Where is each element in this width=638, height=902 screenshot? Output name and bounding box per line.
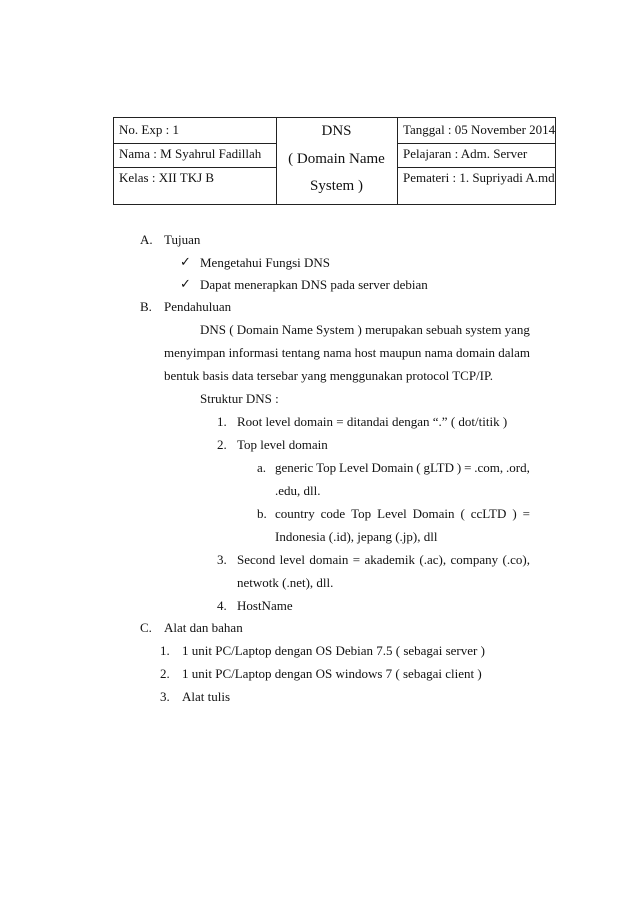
word: tentang xyxy=(281,345,320,360)
word: maupun xyxy=(379,345,422,360)
section-marker: A. xyxy=(140,232,153,247)
list-number: 3. xyxy=(160,689,170,704)
word: (.co), xyxy=(502,552,530,567)
title-line: ( Domain Name xyxy=(288,151,385,167)
nama-cell: Nama : M Syahrul Fadillah xyxy=(119,146,262,161)
no-exp-cell: No. Exp : 1 xyxy=(119,122,179,137)
sub-list-line xyxy=(275,506,530,522)
word: gLTD xyxy=(423,460,455,475)
paragraph-line: bentuk basis data tersebar yang menggunakan protocol TCP/IP. xyxy=(164,368,494,383)
sub-list-line: Indonesia (.id), jepang (.jp), dll xyxy=(275,529,438,544)
word: ( xyxy=(229,322,234,337)
list-item: Alat tulis xyxy=(182,689,231,704)
word: = xyxy=(464,460,472,475)
sub-list-letter: a. xyxy=(257,460,267,475)
word: sebuah xyxy=(426,322,463,337)
sub-list-line: .edu, dll. xyxy=(275,483,321,498)
section-title: Alat dan bahan xyxy=(164,620,243,635)
check-icon: ✓ xyxy=(180,277,191,292)
word: ( xyxy=(416,460,421,475)
word: Name xyxy=(281,322,313,337)
word: Top xyxy=(351,506,372,521)
word: Domain xyxy=(412,506,455,521)
check-icon: ✓ xyxy=(180,255,191,270)
table-divider xyxy=(397,167,555,168)
word: Domain xyxy=(236,322,279,337)
word: .ord, xyxy=(506,460,530,475)
list-item: HostName xyxy=(237,598,293,613)
word: code xyxy=(320,506,346,521)
word: Level xyxy=(377,506,407,521)
struktur-label: Struktur DNS : xyxy=(200,391,279,406)
word: System xyxy=(316,322,355,337)
list-number: 4. xyxy=(217,598,227,613)
word: menyimpan xyxy=(164,345,226,360)
word: = xyxy=(352,552,361,567)
table-divider xyxy=(397,118,398,204)
list-number: 3. xyxy=(217,552,227,567)
sub-list-line xyxy=(275,460,530,476)
table-divider xyxy=(114,143,276,144)
list-item: 1 unit PC/Laptop dengan OS Debian 7.5 ( sebagai server ) xyxy=(182,643,485,658)
word: domain xyxy=(456,345,495,360)
title-line: DNS xyxy=(321,123,352,139)
word: host xyxy=(354,345,377,360)
list-line xyxy=(237,552,530,568)
word: level xyxy=(279,552,305,567)
word: ) xyxy=(456,460,462,475)
list-number: 1. xyxy=(160,643,170,658)
word: .com, xyxy=(474,460,504,475)
word: ) xyxy=(512,506,517,521)
title-line: System ) xyxy=(310,178,363,194)
word: ) xyxy=(357,322,362,337)
word: nama xyxy=(323,345,352,360)
word: Level xyxy=(339,460,369,475)
paragraph-line xyxy=(200,322,530,338)
list-number: 2. xyxy=(217,437,227,452)
word: generic xyxy=(275,460,314,475)
word: yang xyxy=(504,322,530,337)
word: Top xyxy=(316,460,337,475)
section-marker: C. xyxy=(140,620,152,635)
word: nama xyxy=(424,345,453,360)
word: ( xyxy=(460,506,465,521)
table-divider xyxy=(397,143,555,144)
list-item: Top level domain xyxy=(237,437,328,452)
word: system xyxy=(465,322,502,337)
list-item: Mengetahui Fungsi DNS xyxy=(200,255,330,270)
word: (.ac), xyxy=(419,552,447,567)
word: = xyxy=(522,506,530,521)
table-divider xyxy=(114,167,276,168)
paragraph-line xyxy=(164,345,530,361)
word: merupakan xyxy=(365,322,423,337)
tanggal-cell: Tanggal : 05 November 2014 xyxy=(403,122,556,137)
word: country xyxy=(275,506,315,521)
list-item: 1 unit PC/Laptop dengan OS windows 7 ( sebagai client ) xyxy=(182,666,482,681)
pemateri-cell: Pemateri : 1. Supriyadi A.md xyxy=(403,170,555,185)
pelajaran-cell: Pelajaran : Adm. Server xyxy=(403,146,528,161)
list-number: 2. xyxy=(160,666,170,681)
word: Domain xyxy=(371,460,414,475)
word: Second xyxy=(237,552,276,567)
word: domain xyxy=(309,552,349,567)
list-item: Root level domain = ditandai dengan “.” ( dot/titik ) xyxy=(237,414,508,429)
kelas-cell: Kelas : XII TKJ B xyxy=(119,170,215,185)
word: DNS xyxy=(200,322,227,337)
list-line: netwotk (.net), dll. xyxy=(237,575,334,590)
section-title: Pendahuluan xyxy=(164,299,232,314)
word: dalam xyxy=(498,345,530,360)
word: informasi xyxy=(228,345,279,360)
sub-list-letter: b. xyxy=(257,506,267,521)
section-marker: B. xyxy=(140,299,152,314)
list-number: 1. xyxy=(217,414,227,429)
word: ccLTD xyxy=(470,506,507,521)
section-title: Tujuan xyxy=(164,232,201,247)
header-table xyxy=(113,117,556,205)
word: company xyxy=(450,552,499,567)
word: akademik xyxy=(364,552,415,567)
list-item: Dapat menerapkan DNS pada server debian xyxy=(200,277,428,292)
